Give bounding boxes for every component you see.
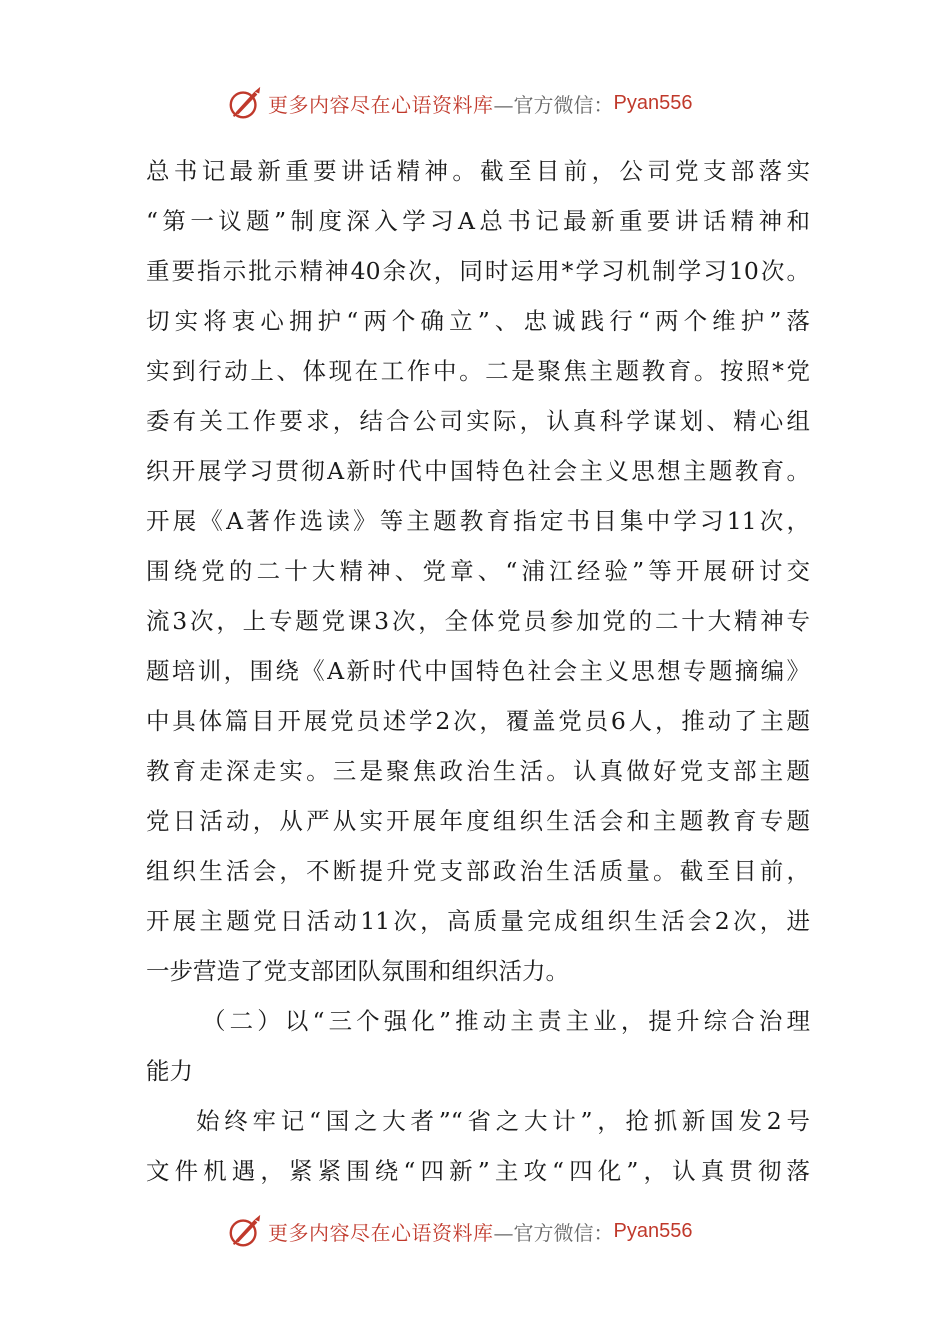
body-line: 中具体篇目开展党员述学2次，覆盖党员6人，推动了主题 bbox=[146, 707, 810, 735]
body-line: 流3次，上专题党课3次，全体党员参加党的二十大精神专 bbox=[146, 607, 810, 635]
watermark-text: 更多内容尽在心语资料库 bbox=[268, 1220, 494, 1245]
body-line: 总书记最新重要讲话精神。截至目前，公司党支部落实 bbox=[146, 157, 810, 185]
body-line: 题培训，围绕《A新时代中国特色社会主义思想专题摘编》 bbox=[146, 657, 810, 685]
watermark-wechat-id: Pyan556 bbox=[613, 91, 693, 114]
header-watermark bbox=[226, 83, 692, 123]
body-line: 组织生活会，不断提升党支部政治生活质量。截至目前， bbox=[146, 857, 810, 885]
body-line: 教育走深走实。三是聚焦政治生活。认真做好党支部主题 bbox=[146, 757, 810, 785]
body-line: 委有关工作要求，结合公司实际，认真科学谋划、精心组 bbox=[146, 407, 810, 435]
section-heading-continued: 能力 bbox=[146, 1057, 193, 1085]
body-line: “第一议题”制度深入学习A总书记最新重要讲话精神和 bbox=[146, 207, 810, 235]
body-line: 织开展学习贯彻A新时代中国特色社会主义思想主题教育。 bbox=[146, 457, 810, 485]
quill-pen-logo-icon bbox=[226, 84, 264, 122]
body-line: 实到行动上、体现在工作中。二是聚焦主题教育。按照*党 bbox=[146, 357, 810, 385]
body-line: 开展主题党日活动11次，高质量完成组织生活会2次，进 bbox=[146, 907, 810, 935]
body-line: 党日活动，从严从实开展年度组织生活会和主题教育专题 bbox=[146, 807, 810, 835]
document-body bbox=[146, 146, 810, 1196]
section-heading: （二）以“三个强化”推动主责主业，提升综合治理 bbox=[202, 1007, 810, 1035]
watermark-separator: —官方微信： bbox=[493, 92, 614, 117]
quill-pen-logo-icon bbox=[226, 1212, 264, 1250]
watermark-wechat-id: Pyan556 bbox=[613, 1219, 693, 1242]
paragraph-line: 始终牢记“国之大者”“省之大计”，抢抓新国发2号 bbox=[196, 1107, 810, 1135]
body-line: 开展《A著作选读》等主题教育指定书目集中学习11次， bbox=[146, 507, 810, 535]
footer-watermark bbox=[226, 1211, 692, 1251]
body-line: 围绕党的二十大精神、党章、“浦江经验”等开展研讨交 bbox=[146, 557, 810, 585]
body-line: 切实将衷心拥护“两个确立”、忠诚践行“两个维护”落 bbox=[146, 307, 810, 335]
body-line: 重要指示批示精神40余次，同时运用*学习机制学习10次。 bbox=[146, 257, 810, 285]
body-line: 一步营造了党支部团队氛围和组织活力。 bbox=[146, 957, 569, 985]
paragraph-line: 文件机遇，紧紧围绕“四新”主攻“四化”，认真贯彻落 bbox=[146, 1157, 810, 1185]
watermark-separator: —官方微信： bbox=[493, 1220, 614, 1245]
watermark-text: 更多内容尽在心语资料库 bbox=[268, 92, 494, 117]
